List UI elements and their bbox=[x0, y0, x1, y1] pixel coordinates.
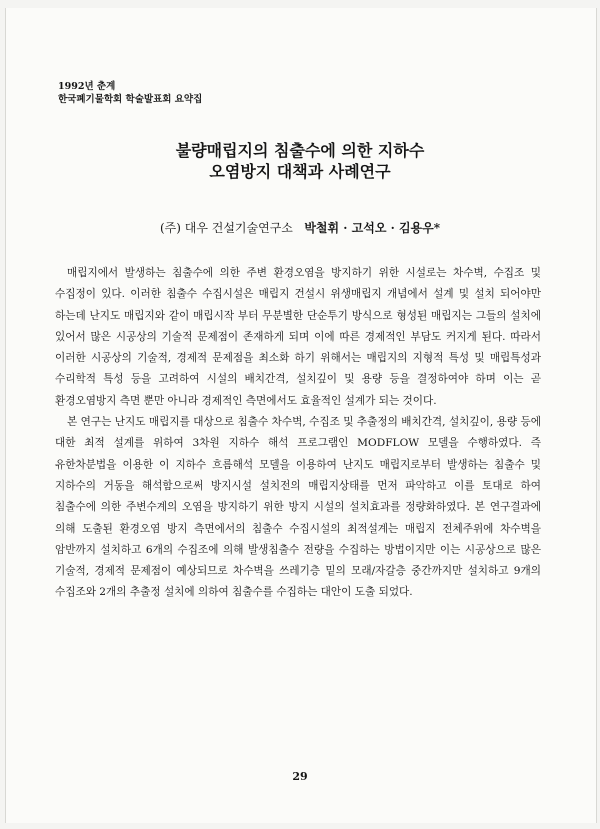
paper-title bbox=[0, 140, 600, 182]
header-year: 1992년 춘계 bbox=[58, 81, 116, 92]
page-number: 29 bbox=[292, 770, 308, 783]
title-line-1: 불량매립지의 침출수에 의한 지하수 bbox=[175, 141, 425, 160]
author-names: 박철휘 · 고석오 · 김용우* bbox=[304, 221, 441, 235]
abstract-body bbox=[55, 263, 541, 604]
running-header bbox=[58, 80, 202, 106]
title-line-2: 오염방지 대책과 사례연구 bbox=[209, 162, 391, 181]
body-paragraph-1: 매립지에서 발생하는 침출수에 의한 주변 환경오염을 방지하기 위한 시설로는 차수벽, 수집조 및 수집정이 있다. 이러한 침출수 수집시설은 매립지 건설시 위생매립지 개념에서 설계 및 설치 되어야만 하는데 난지도 매립지와 같이 매립시작 부터 무분별한 단순투기 방식으로 형성된 매립지는 그들의 설치에 있어서 많은 시공상의 기술적 문제점이 존재하게 되며 이에 따른 경제적인 부담도 커지게 된다. 따라서 이러한 시공상의 기술적, 경제적 문제점을 최소화 하기 위해서는 매립지의 지형적 특성 및 매립특성과 수리학적 특성 등을 고려하여 시설의 배치간격, 설치깊이 및 용량 등을 결정하여야 하며 이는 곧 환경오염방지 측면 뿐만 아니라 경제적인 측면에서도 효율적인 설계가 되는 것이다. bbox=[55, 267, 541, 407]
header-event: 한국폐기물학회 학술발표회 요약집 bbox=[58, 94, 203, 105]
body-paragraph-2: 본 연구는 난지도 매립지를 대상으로 침출수 차수벽, 수집조 및 추출정의 배치간격, 설치깊이, 용량 등에 대한 최적 설계를 위하여 3차원 지하수 해석 프로그램인 MODFLOW 모델을 수행하였다. 즉 유한차분법을 이용한 이 지하수 흐름해석 모델을 이용하여 난지도 매립지로부터 발생하는 침출수 및 지하수의 거동을 해석함으로써 방지시설 설치전의 매립지상태를 먼저 파악하고 이를 토대로 하여 침출수에 의한 주변수계의 오염을 방지하기 위한 방지 시설의 설치효과를 정량화하였다. 본 연구결과에 의해 도출된 환경오염 방지 측면에서의 침출수 수집시설의 최적설계는 매립지 전체주위에 차수벽을 암반까지 설치하고 6개의 수집조에 의해 발생침출수 전량을 수집하는 방법이지만 이는 시공상으로 많은 기술적, 경제적 문제점이 예상되므로 차수벽을 쓰레기층 밑의 모래/자갈층 중간까지만 설치하고 9개의 수집조와 2개의 추출정 설치에 의하여 침출수를 수집하는 대안이 도출 되었다. bbox=[55, 416, 541, 599]
author-affiliation: (주) 대우 건설기술연구소 bbox=[159, 221, 293, 235]
author-line bbox=[0, 219, 600, 237]
